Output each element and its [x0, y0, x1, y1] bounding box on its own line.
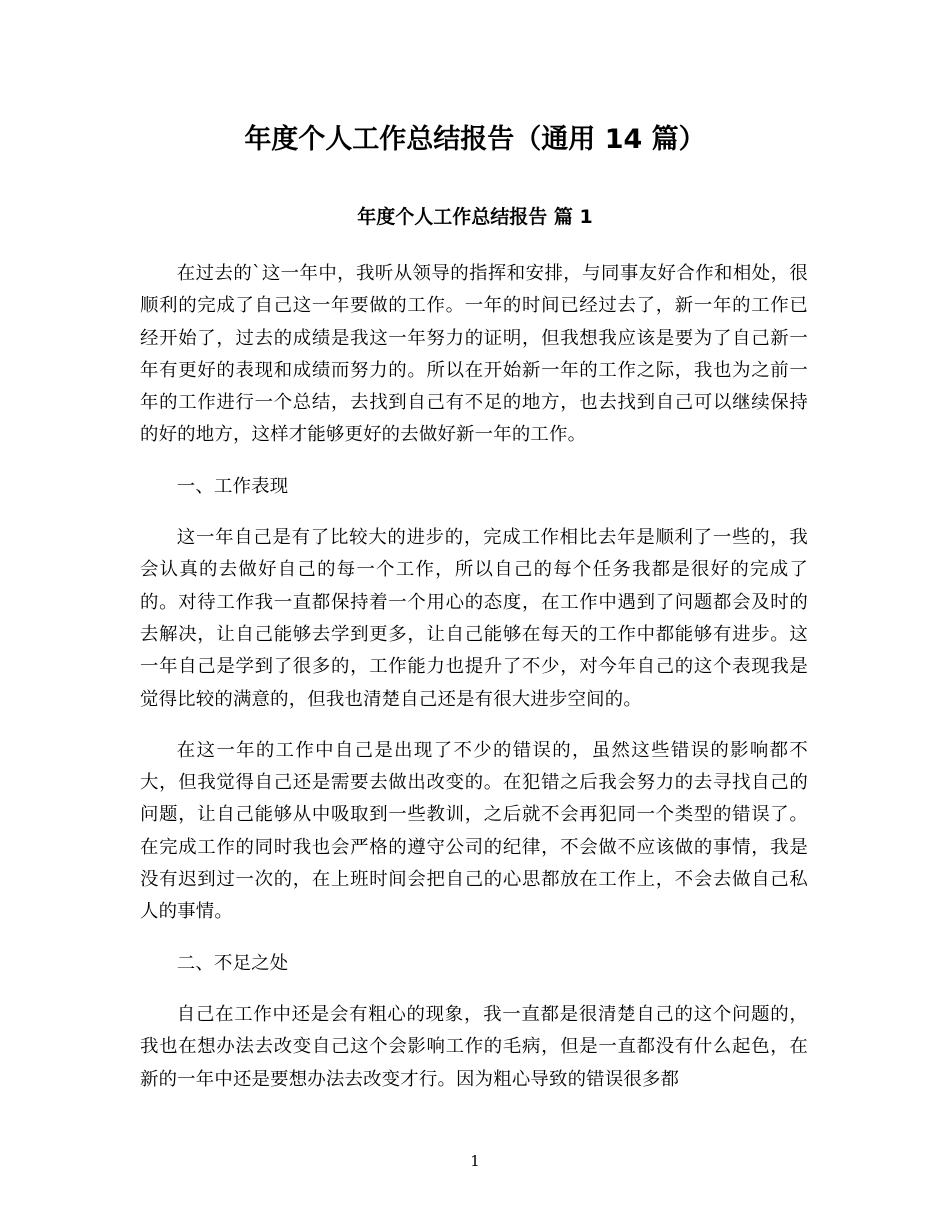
page-number: 1 — [470, 1152, 480, 1170]
document-title: 年度个人工作总结报告（通用 14 篇） — [244, 124, 706, 155]
heading-work-performance: 一、工作表现 — [176, 475, 289, 497]
document-body — [140, 258, 808, 1115]
paragraph-intro: 在过去的`这一年中，我听从领导的指挥和安排，与同事友好合作和相处，很顺利的完成了自己这一年要做的工作。一年的时间已经过去了，新一年的工作已经开始了，过去的成绩是我这一年努力的证明，但我想我应该是要为了自己新一年有更好的表现和成绩而努力的。所以在开始新一年的工作之际，我也为之前一年的工作进行一个总结，去找到自己有不足的地方，也去找到自己可以继续保持的好的地方，这样才能够更好的去做好新一年的工作。 — [140, 263, 808, 446]
heading-shortcomings: 二、不足之处 — [176, 952, 289, 974]
section-heading: 年度个人工作总结报告 篇 1 — [357, 206, 593, 228]
paragraph-performance: 这一年自己是有了比较大的进步的，完成工作相比去年是顺利了一些的，我会认真的去做好自己的每一个工作，所以自己的每个任务我都是很好的完成了的。对待工作我一直都保持着一个用心的态度，在工作中遇到了问题都会及时的去解决，让自己能够去学到更多，让自己能够在每天的工作中都能够有进步。这一年自己是学到了很多的，工作能力也提升了不少，对今年自己的这个表现我是觉得比较的满意的，但我也清楚自己还是有很大进步空间的。 — [140, 527, 808, 710]
paragraph-mistakes: 在这一年的工作中自己是出现了不少的错误的，虽然这些错误的影响都不大，但我觉得自己还是需要去做出改变的。在犯错之后我会努力的去寻找自己的问题，让自己能够从中吸取到一些教训，之后就不会再犯同一个类型的错误了。在完成工作的同时我也会严格的遵守公司的纪律，不会做不应该做的事情，我是没有迟到过一次的，在上班时间会把自己的心思都放在工作上，不会去做自己私人的事情。 — [140, 739, 808, 923]
paragraph-carelessness: 自己在工作中还是会有粗心的现象，我一直都是很清楚自己的这个问题的，我也在想办法去改变自己这个会影响工作的毛病，但是一直都没有什么起色，在新的一年中还是要想办法去改变才行。因为粗心导致的错误很多都 — [140, 1003, 808, 1090]
